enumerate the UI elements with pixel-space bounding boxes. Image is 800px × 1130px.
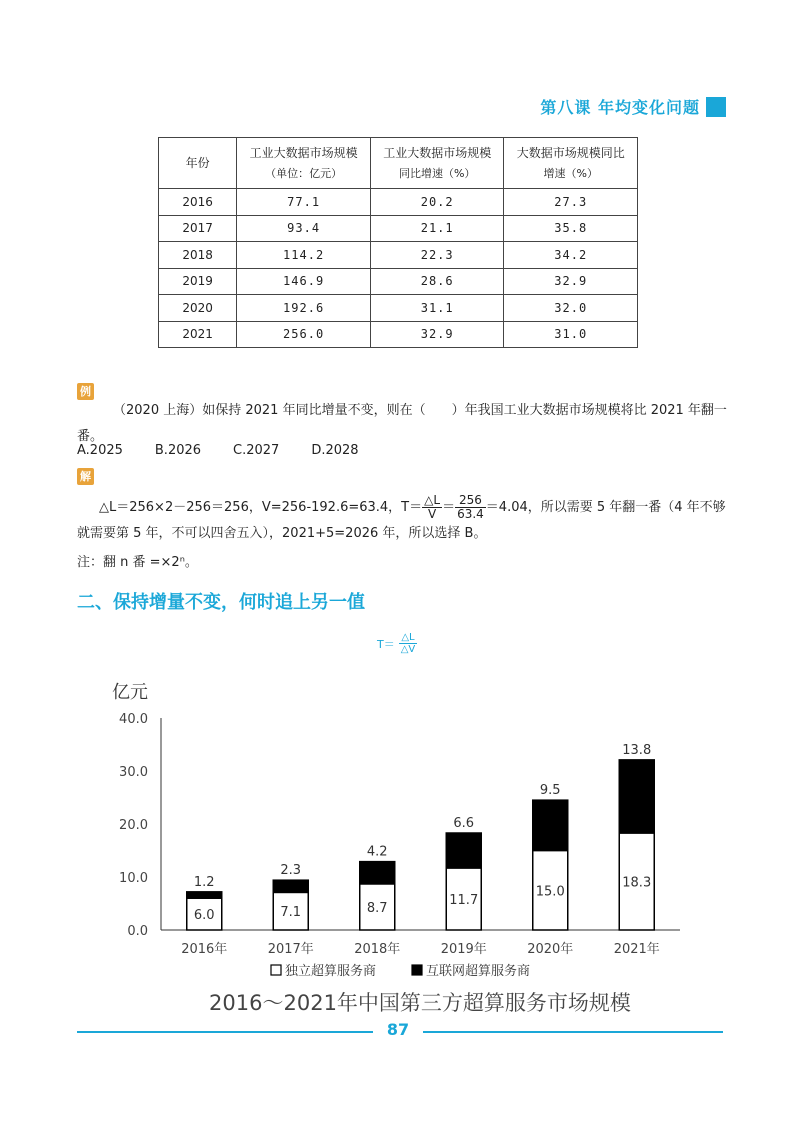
footer-line-left	[77, 1031, 373, 1033]
table-cell: 2021	[159, 321, 237, 348]
lesson-header	[540, 95, 726, 118]
option-c: C.2027	[233, 443, 280, 458]
table-cell: 21.1	[370, 215, 504, 242]
x-tick-label: 2020年	[527, 942, 574, 957]
bar-internet-1	[273, 880, 308, 892]
equals-sign: ＝	[442, 500, 456, 515]
table-row	[159, 295, 638, 322]
table-row	[159, 215, 638, 242]
table-cell: 20.2	[370, 189, 504, 216]
option-a: A.2025	[77, 443, 123, 458]
table-cell: 93.4	[237, 215, 371, 242]
bar-internet-0	[187, 892, 222, 898]
chart-title: 2016～2021年中国第三方超算服务市场规模	[209, 991, 631, 1015]
data-label-independent: 7.1	[280, 905, 302, 921]
table-row	[159, 242, 638, 269]
legend-label-independent: 独立超算服务商	[285, 964, 377, 979]
table-cell: 22.3	[370, 242, 504, 269]
table-row	[159, 321, 638, 348]
page-number: 87	[386, 1020, 410, 1039]
data-label-independent: 15.0	[535, 884, 565, 900]
legend-swatch-internet	[412, 965, 422, 975]
table-header-row	[159, 138, 638, 189]
table-cell: 35.8	[504, 215, 638, 242]
table-row	[159, 268, 638, 295]
y-tick-label: 30.0	[119, 765, 148, 780]
table-cell: 2020	[159, 295, 237, 322]
option-d: D.2028	[311, 443, 359, 458]
x-tick-label: 2021年	[613, 942, 660, 957]
table-row	[159, 189, 638, 216]
table-cell: 2017	[159, 215, 237, 242]
table-cell: 146.9	[237, 268, 371, 295]
data-label-internet: 9.5	[539, 783, 561, 799]
formula-fraction: $\frac{\triangle L}{\triangle V}$	[400, 632, 416, 655]
data-label-independent: 18.3	[622, 875, 652, 891]
table-cell: 2018	[159, 242, 237, 269]
lesson-title: 第八课 年均变化问题	[540, 98, 700, 117]
table-cell: 114.2	[237, 242, 371, 269]
table-header-cell: 工业大数据市场规模 （单位：亿元）	[237, 138, 371, 189]
footer-line-right	[423, 1031, 723, 1033]
table-cell: 27.3	[504, 189, 638, 216]
table-cell: 256.0	[237, 321, 371, 348]
y-tick-label: 20.0	[119, 818, 148, 833]
table-cell: 31.0	[504, 321, 638, 348]
section-title: 二、保持增量不变，何时追上另一值	[77, 592, 365, 613]
stacked-bar-chart	[0, 670, 800, 1020]
solution-badge: 解	[77, 468, 94, 485]
formula-lhs: T＝	[377, 637, 395, 651]
data-label-internet: 6.6	[453, 816, 475, 832]
table-header-cell: 大数据市场规模同比 增速（%）	[504, 138, 638, 189]
table-cell: 28.6	[370, 268, 504, 295]
answer-options	[77, 438, 359, 464]
bar-internet-3	[446, 833, 481, 868]
y-tick-label: 0.0	[127, 924, 148, 939]
table-cell: 31.1	[370, 295, 504, 322]
y-axis-label: 亿元	[112, 682, 148, 703]
example-question: （2020 上海）如保持 2021 年同比增量不变，则在（ ）年我国工业大数据市场规模将比 2021 年翻一番。	[77, 403, 727, 444]
table-cell: 2016	[159, 189, 237, 216]
market-size-table	[158, 137, 638, 348]
y-tick-label: 10.0	[119, 871, 148, 886]
data-label-internet: 1.2	[193, 874, 215, 890]
solution-text	[77, 494, 727, 547]
table-header-cell: 工业大数据市场规模 同比增速（%）	[370, 138, 504, 189]
table-cell: 32.9	[504, 268, 638, 295]
bar-internet-2	[360, 862, 395, 884]
x-tick-label: 2019年	[440, 942, 487, 957]
x-tick-label: 2018年	[354, 942, 401, 957]
center-formula	[377, 632, 417, 655]
header-accent-block	[706, 97, 726, 117]
legend-label-internet: 互联网超算服务商	[426, 964, 531, 979]
data-label-independent: 8.7	[366, 900, 388, 916]
bar-internet-4	[533, 800, 568, 850]
data-label-independent: 11.7	[449, 892, 479, 908]
table-cell: 2019	[159, 268, 237, 295]
table-header-cell: 年份	[159, 138, 237, 189]
solution-part1: △L＝256×2－256＝256，V=256-192.6=63.4，T＝	[99, 500, 423, 515]
data-label-internet: 4.2	[366, 844, 388, 860]
solution-note: 注：翻 n 番 =×2ⁿ。	[77, 555, 198, 570]
y-tick-label: 40.0	[119, 712, 148, 727]
option-b: B.2026	[154, 443, 202, 458]
table-cell: 192.6	[237, 295, 371, 322]
solution-part2: ＝4.04，所以需要 5 年翻一番（4 年不够就需要第 5 年，不可以四舍五入），2021+5=2026 年，所以选择 B。	[77, 500, 726, 541]
table-cell: 77.1	[237, 189, 371, 216]
bar-internet-5	[619, 760, 654, 833]
table-cell: 34.2	[504, 242, 638, 269]
legend-swatch-independent	[271, 965, 281, 975]
example-badge: 例	[77, 383, 94, 400]
data-label-internet: 2.3	[280, 863, 302, 879]
fraction-dl-v: $\frac{\triangle L}{V}$	[424, 493, 441, 521]
x-tick-label: 2016年	[181, 942, 228, 957]
table-cell: 32.9	[370, 321, 504, 348]
data-label-independent: 6.0	[193, 908, 215, 924]
fraction-256-63: $\frac{256}{63.4}$	[457, 493, 484, 521]
x-tick-label: 2017年	[267, 942, 314, 957]
table-cell: 32.0	[504, 295, 638, 322]
data-label-internet: 13.8	[622, 742, 652, 758]
